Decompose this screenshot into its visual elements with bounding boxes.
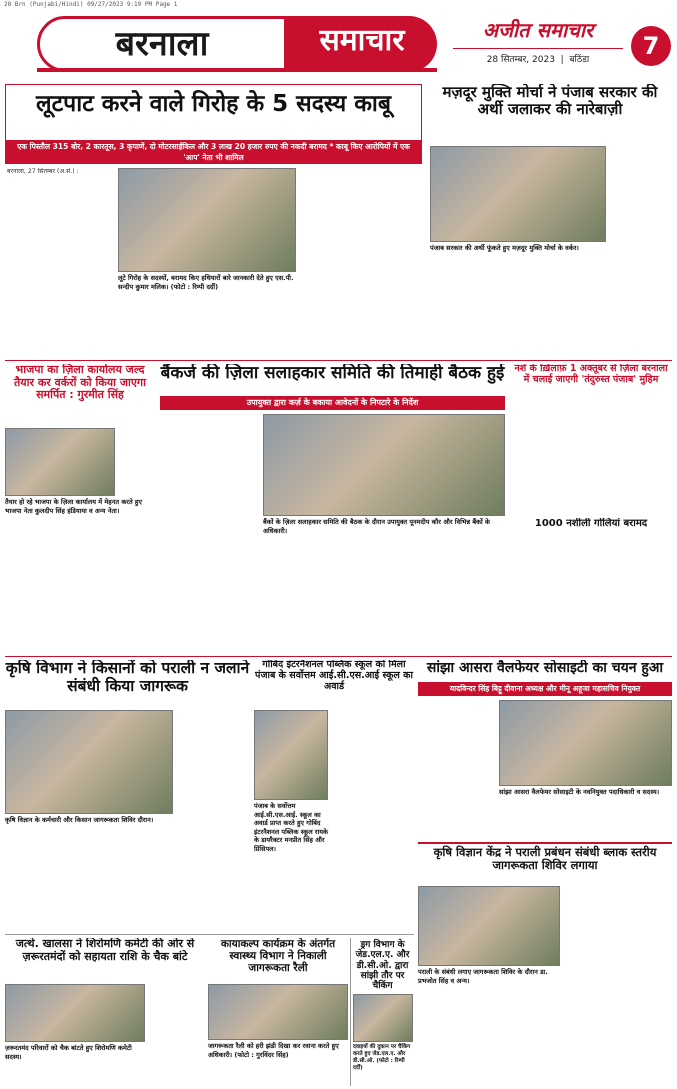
story10-caption: ज़रूरतमंद परिवारों को चैक बांटते हुए शिरोमणि कमेटी सदस्य। <box>5 1044 132 1061</box>
story6-header <box>5 660 250 704</box>
story7-body <box>254 852 330 930</box>
story12-photo <box>353 994 413 1042</box>
story7-headline: गोबिंद इंटरनैशनल पब्लिक स्कूल को मिला पंजाब के सर्वोत्तम आई.सी.एस.आई स्कूल का अवार्ड <box>255 660 413 692</box>
story7-header <box>254 660 414 704</box>
story9-caption: पराली के संबंधी लगाए जागरूकता शिविर के दौरान डा. प्रभजोत सिंह व अन्य। <box>418 968 548 985</box>
story7-caption: पंजाब के सर्वोत्तम आई.सी.एस.आई. स्कूल का अवार्ड प्राप्त करते हुए गोबिंद इंटरनैशनल पब्लिक स्कूल रायके के डायरैक्टर मनप्रीत सिंह और प्रिंसिपल। <box>254 802 329 853</box>
story4-caption: बैंकों के ज़िला सलाहकार समिति की बैठक के दौरान उपायुक्त पूनमदीप कौर और विभिन्न बैंकों के अधिकारी। <box>263 518 490 535</box>
masthead-rule <box>37 68 437 72</box>
story6-body <box>5 828 250 930</box>
story2-headline: मज़दूर मुक्ति मोर्चा ने पंजाब सरकार की अर्थी जलाकर की नारेबाज़ी <box>442 84 658 119</box>
story2-photo <box>430 146 606 242</box>
story8-headline: सांझा आसरा वैलफेयर सोसाइटी का चयन हुआ <box>426 660 664 676</box>
page-number-badge: 7 <box>631 26 671 66</box>
story3-body <box>5 526 155 652</box>
story6-photo <box>5 710 173 814</box>
story11-photo <box>208 984 348 1040</box>
masthead <box>3 12 674 76</box>
story3-body-side <box>118 428 155 498</box>
story1-subhead: एक पिस्तौल 315 बोर, 2 कारतूस, 3 कृपाणें, दो मोटरसाईकिल और 3 लाख 20 हजार रुपए की नकदी बरामद * काबू किए आरोपियों में एक 'आप' नेता भी शामिल <box>5 140 422 164</box>
story1-photo <box>118 168 296 272</box>
masthead-dateline: 28 सितम्बर, 2023 | बठिंडा <box>453 48 623 67</box>
story10-photo <box>5 984 145 1042</box>
story3-caption: तैयार हो रहे भाजपा के ज़िला कार्यालय में मेहनत करते हुए भाजपा नेता कुलदीप सिंह हंडियाया व अन्य नेता। <box>5 498 142 515</box>
story9-body-side <box>563 886 672 1086</box>
story1-headline: लूटपाट करने वाले गिरोह के 5 सदस्य काबू <box>36 91 391 117</box>
story2-body-side <box>608 146 672 242</box>
story8-body <box>499 806 672 840</box>
story5-body <box>510 418 672 516</box>
story10-body-side <box>148 984 205 1084</box>
story12-headline: ड्रग विभाग के जेड.एल.ए. और डी.सी.ओ. द्वारा सांझी तौर पर चैकिंग <box>355 940 410 992</box>
story2-body <box>430 256 672 356</box>
paper-name: अजीत समाचार <box>482 18 594 42</box>
story1-body-col1 <box>7 168 115 358</box>
story3-headline: भाजपा का ज़िला कार्यालय जल्द तैयार कर वर्करों को किया जाएगा समर्पित : गुरमीत सिंह <box>14 364 146 402</box>
story9-body <box>418 986 560 1086</box>
story4-header <box>160 364 505 394</box>
story12-caption: दवाइयों की दुकान पर चैकिंग करते हुए जेड.एल.ए. और डी.सी.ओ. (फोटो : रिम्पी दर्दी) <box>353 1044 411 1071</box>
story8-photo <box>499 700 672 786</box>
masthead-paper-block <box>453 16 623 72</box>
edition-place: बठिंडा <box>569 55 590 65</box>
story11-headline: कायाकल्प कार्यक्रम के अंतर्गत स्वास्थ्य विभाग ने निकाली जागरूकता रैली <box>220 938 336 975</box>
section-divider <box>5 360 672 361</box>
story9-header <box>418 842 672 882</box>
story11-caption: जागरूकता रैली को हरी झंडी दिखा कर रवाना करते हुए अधिकारी। (फोटो : गुरविंदर सिंह) <box>208 1042 339 1059</box>
masthead-section: समाचार <box>287 16 437 72</box>
story8-caption: सांझा आसरा वैलफेयर सोसाइटी के नवनियुक्त पदाधिकारी व सदस्य। <box>499 788 660 796</box>
story8-header <box>418 660 672 680</box>
story5-subhead2: 1000 नशीली गोलियां बरामद <box>534 518 648 529</box>
story6-headline: कृषि विभाग ने किसानों को पराली न जलाने संबंधी किया जागरूक <box>5 660 250 695</box>
story1-dateline: बरनाला, 27 सितम्बर (अ.सं.) : <box>7 168 79 175</box>
story2-header <box>428 84 672 144</box>
story3-header <box>5 364 155 426</box>
story10-header <box>5 938 205 982</box>
story2-caption: पंजाब सरकार की अर्थी फूंकते हुए मज़दूर मुक्ति मोर्चा के वर्कर। <box>430 244 579 252</box>
issue-date: 28 सितम्बर, 2023 <box>486 55 555 65</box>
story5-sub2 <box>510 518 672 534</box>
story9-headline: कृषि विज्ञान केंद्र ने पराली प्रबंधन संबंधी ब्लाक स्तरीय जागरूकता शिविर लगाया <box>433 845 657 873</box>
print-metadata-strip: 28 Brn (Punjabi/Hindi) 09/27/2023 9:19 PM Page 1 <box>4 1 178 8</box>
story3-photo <box>5 428 115 496</box>
story4-body <box>263 536 505 652</box>
story6-body-side <box>176 710 250 818</box>
story5-body2 <box>510 536 672 652</box>
story10-body <box>5 1062 145 1086</box>
story12-column <box>350 938 414 1086</box>
story4-body-col1 <box>160 414 260 652</box>
story8-body-col1 <box>418 700 496 810</box>
story4-headline: बैंकर्ज की ज़िला सलाहकार समिति की तिमाही बैठक हुई <box>160 364 505 383</box>
story4-subhead: उपायुक्त द्वारा कर्ज़ के बकाया आवेदनों के निपटारे के निर्देश <box>160 396 505 410</box>
masthead-city: बरनाला <box>37 16 287 72</box>
story5-header <box>510 364 672 416</box>
section-divider-3 <box>5 934 414 935</box>
story1-body-col3 <box>300 168 422 358</box>
story4-photo <box>263 414 505 516</box>
story8-subhead: यादविन्दर सिंह बिट्टू दीवाना अध्यक्ष और मीनू अहूजा महासचिव नियुक्त <box>418 682 672 696</box>
story10-headline: जत्थे. खालसा ने शिरोमणि कमेटी की ओर से ज़रूरतमंदों को सहायता राशि के चैक बांटे <box>15 938 195 963</box>
story7-body-side <box>331 710 414 930</box>
story11-header <box>208 938 348 982</box>
story7-photo <box>254 710 328 800</box>
story6-caption: कृषि विज्ञान के कर्मचारी और किसान जागरूकता शिविर दौरान। <box>5 816 154 824</box>
story9-photo <box>418 886 560 966</box>
story5-headline: नशे के ख़िलाफ़ 1 अक्तूबर से ज़िला बरनाला में चलाई जाएगी 'तंदुरुस्त पंजाब' मुहिम <box>514 364 668 385</box>
story1-caption: लूटे गिरोह के सदस्यों, बरामद किए हथियारों बारे जानकारी देते हुए एस.पी. सन्दीप कुमार मलिक। (फोटो : रिम्पी दर्दी) <box>118 274 294 291</box>
story11-body <box>208 1060 348 1086</box>
section-divider-2 <box>5 656 672 657</box>
